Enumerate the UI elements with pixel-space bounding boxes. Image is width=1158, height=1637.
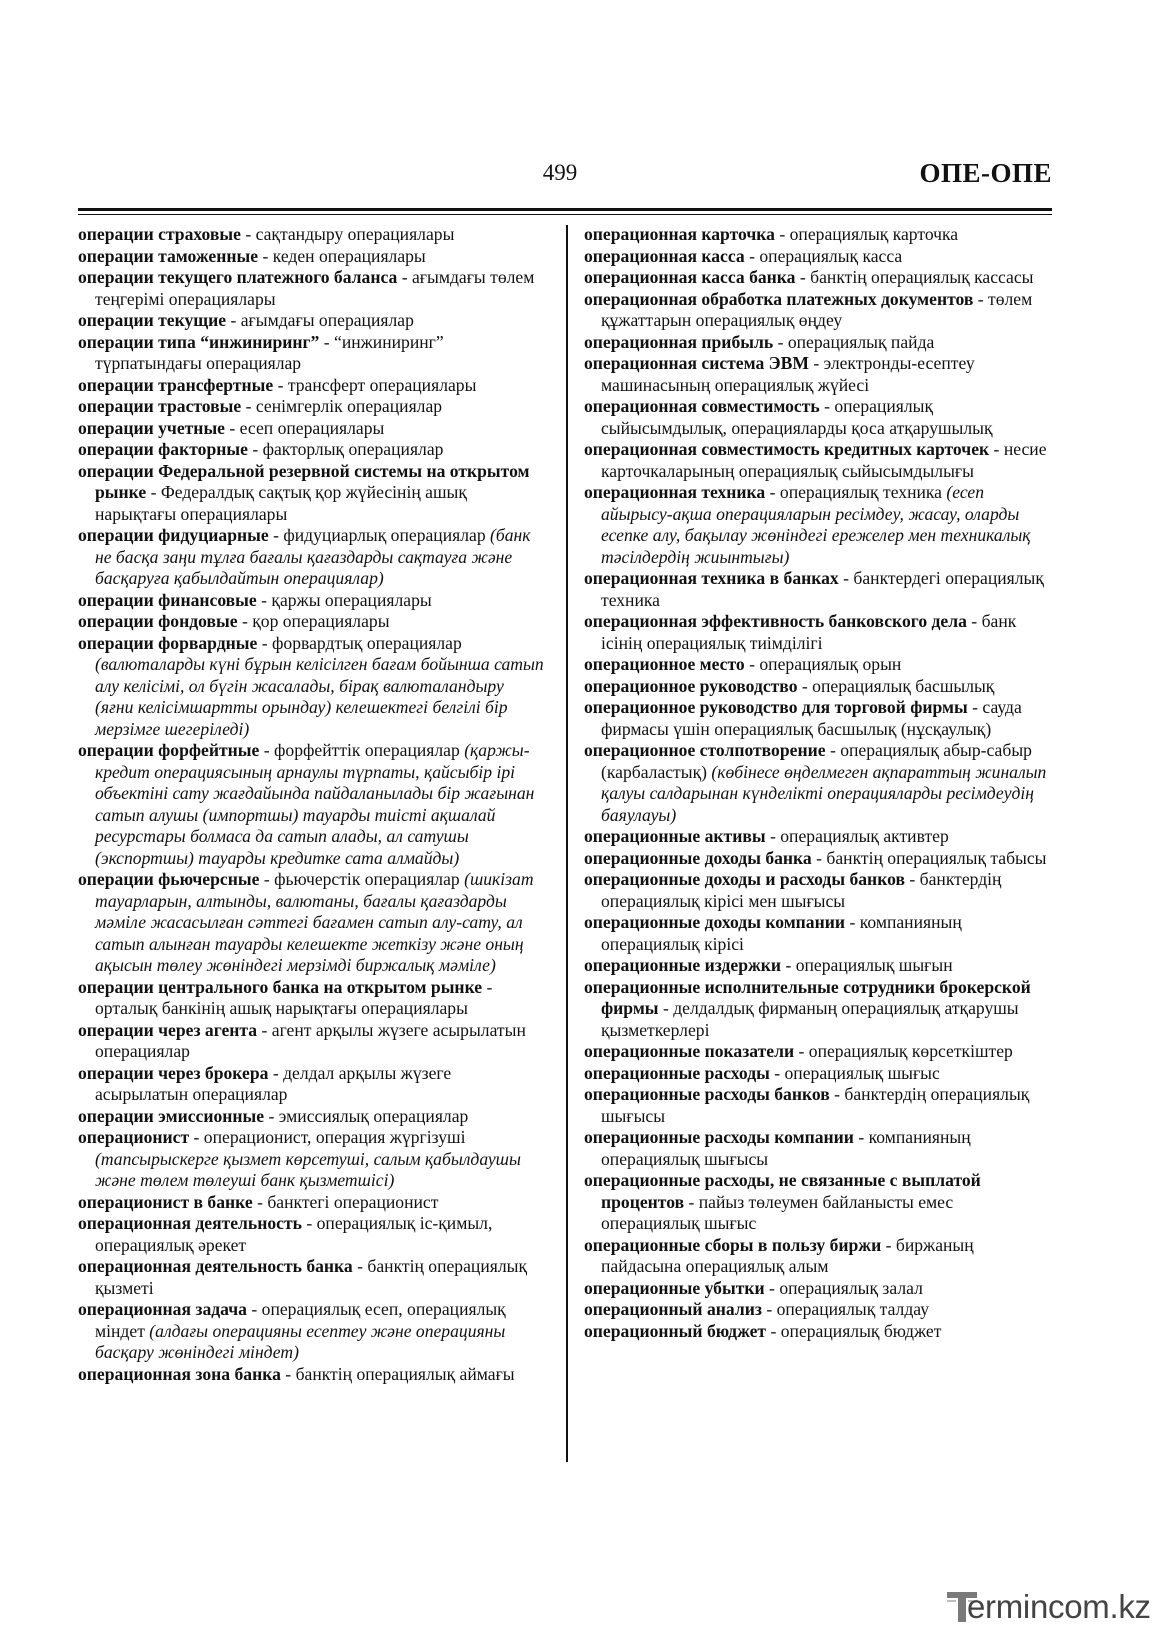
dictionary-entry	[78, 396, 546, 418]
dictionary-entry	[78, 461, 546, 526]
entry-term: операции факторные	[78, 439, 248, 459]
entry-separator: -	[401, 267, 408, 287]
dictionary-entry	[78, 977, 546, 1020]
entry-term: операции трастовые	[78, 396, 242, 416]
left-column	[78, 224, 546, 1385]
dictionary-entry	[584, 654, 1052, 676]
entry-term: операционное место	[584, 654, 745, 674]
entry-separator: -	[261, 589, 267, 610]
entry-separator: -	[662, 998, 669, 1018]
entry-translation: форфейттік операциялар	[274, 740, 460, 760]
entry-term: операционные расходы	[584, 1062, 770, 1083]
entry-translation: операциялық шығын	[795, 955, 953, 975]
entry-term: операционные убытки	[584, 1277, 765, 1298]
entry-term: операционные расходы компании	[584, 1127, 854, 1147]
entry-translation: банктің операциялық кассасы	[810, 267, 1034, 287]
dictionary-entry	[584, 1084, 1052, 1127]
entry-term: операционная карточка	[584, 224, 775, 244]
entry-translation: банк ісінің операциялық тиімділігі	[601, 611, 1017, 653]
entry-term: операции учетные	[78, 417, 225, 438]
entry-separator: -	[785, 955, 792, 975]
entry-separator: -	[972, 697, 979, 717]
entry-term: операционная техника	[584, 482, 766, 502]
entry-separator: -	[262, 245, 269, 266]
entry-term: операции через агента	[78, 1019, 258, 1040]
entry-term: операции текущего платежного баланса	[78, 267, 398, 287]
entry-explanation: (көбінесе өңделмеген ақпараттың жиналып қалуы салдарынан күнделікті операцияларды ресімдеудің баяулауы)	[601, 761, 1047, 825]
entry-term: операционная техника в банках	[584, 568, 839, 588]
entry-translation: делдал арқылы жүзеге асырылатын операциялар	[95, 1062, 452, 1104]
entry-translation: агент арқылы жүзеге асырылатын операциялар	[95, 1019, 526, 1061]
entry-translation: операциялық пайда	[787, 331, 935, 352]
entry-term: операционная касса банка	[584, 267, 796, 287]
entry-separator: -	[749, 245, 755, 266]
dictionary-entry	[584, 439, 1052, 482]
entry-separator: -	[813, 353, 820, 373]
entry-term: операционные активы	[584, 826, 766, 846]
entry-separator: -	[834, 1084, 840, 1104]
entry-separator: -	[251, 1299, 258, 1319]
entry-separator: -	[779, 224, 786, 244]
entry-separator: -	[193, 1127, 200, 1147]
entry-translation: банктердің операциялық шығысы	[601, 1084, 1030, 1126]
entry-separator: -	[843, 568, 849, 588]
header-rule-thin	[78, 214, 1052, 215]
entry-separator: -	[245, 396, 252, 416]
dictionary-entry	[584, 332, 1052, 354]
dictionary-entry	[78, 224, 546, 246]
entry-separator: -	[769, 1277, 775, 1298]
entry-separator: -	[971, 611, 978, 631]
entry-translation: фьючерстік операциялар	[274, 869, 460, 889]
dictionary-entry	[584, 246, 1052, 268]
dictionary-entry	[78, 1192, 546, 1214]
dictionary-entry	[584, 1235, 1052, 1278]
entry-translation: операциялық орын	[759, 654, 902, 674]
dictionary-entry	[584, 224, 1052, 246]
entry-translation: банктің операциялық аймағы	[295, 1363, 515, 1384]
entry-separator: -	[801, 675, 808, 696]
entry-term: операции трансфертные	[78, 374, 274, 395]
header-rule-thick	[78, 208, 1052, 211]
entry-separator: -	[261, 1019, 268, 1040]
entry-separator: -	[245, 224, 252, 244]
entry-term: операции Федеральной резервной системы на открытом рынке	[78, 460, 530, 502]
dictionary-entry	[584, 353, 1052, 396]
dictionary-entry	[584, 1321, 1052, 1343]
entry-term: операционная касса	[584, 245, 745, 266]
entry-translation: банктің операциялық табысы	[826, 847, 1047, 868]
dictionary-entry	[584, 697, 1052, 740]
entry-separator: -	[285, 1363, 292, 1384]
entry-translation: биржаның пайдасына операциялық алым	[601, 1234, 974, 1276]
entry-term: операционное руководство для торговой фирмы	[584, 697, 968, 717]
dictionary-entry	[78, 267, 546, 310]
entry-term: операции текущие	[78, 310, 227, 330]
entry-translation: операциялық касса	[759, 245, 903, 266]
dictionary-entry	[584, 826, 1052, 848]
entry-separator: -	[323, 331, 330, 352]
entry-term: операции форфейтные	[78, 740, 260, 760]
entry-separator: -	[486, 976, 493, 997]
entry-term: операционный анализ	[584, 1299, 762, 1319]
entry-term: операционная задача	[78, 1299, 247, 1319]
entry-translation: қаржы операциялары	[271, 589, 432, 610]
entry-separator: -	[688, 1191, 695, 1212]
dictionary-entry	[78, 1063, 546, 1106]
entry-term: операционные издержки	[584, 955, 782, 975]
entry-separator: -	[261, 632, 268, 653]
entry-translation: сақтандыру операциялары	[255, 224, 455, 244]
entry-separator: -	[769, 482, 776, 502]
dictionary-entry	[584, 289, 1052, 332]
dictionary-entry	[78, 246, 546, 268]
entry-term: операционная обработка платежных документов	[584, 288, 974, 309]
entry-term: операционный бюджет	[584, 1320, 767, 1341]
entry-term: операционная совместимость кредитных карточек	[584, 439, 990, 459]
dictionary-entry	[78, 418, 546, 440]
entry-term: операционная система ЭВМ	[584, 353, 809, 373]
watermark-text: ermincom.kz	[967, 1588, 1151, 1625]
dictionary-entry	[584, 1299, 1052, 1321]
entry-translation: операциялық залал	[779, 1277, 923, 1298]
entry-translation: “инжиниринг” түрпатындағы операциялар	[95, 331, 444, 373]
entry-translation: фидуциарлық операциялар	[283, 525, 486, 545]
entry-translation: ағымдағы операциялар	[240, 310, 414, 330]
dictionary-entry	[78, 525, 546, 590]
entry-separator: -	[909, 869, 916, 889]
dictionary-entry	[78, 439, 546, 461]
page-header-range: ОПЕ-ОПЕ	[919, 158, 1052, 188]
entry-translation: факторлық операциялар	[262, 439, 444, 459]
dictionary-entry	[584, 955, 1052, 977]
entry-translation: қор операциялары	[252, 611, 390, 631]
entry-term: операционные сборы в пользу биржи	[584, 1234, 882, 1255]
entry-translation: банктердің операциялық кірісі мен шығысы	[601, 869, 1002, 911]
entry-separator: -	[849, 912, 856, 932]
entry-translation: операциялық басшылық	[812, 675, 995, 696]
entry-separator: -	[774, 1062, 781, 1083]
entry-translation: операциялық іс-қимыл, операциялық әрекет	[95, 1213, 493, 1255]
entry-translation: операциялық карточка	[789, 224, 959, 244]
entry-explanation: (тапсырыскерге қызмет көрсетуші, салым қабылдаушы және төлем төлеуші банк қызметшісі)	[95, 1148, 521, 1190]
entry-term: операционное руководство	[584, 675, 798, 696]
entry-term: операции фондовые	[78, 611, 238, 631]
dictionary-entry	[78, 1213, 546, 1256]
entry-separator: -	[766, 1299, 773, 1319]
entry-explanation: (банк не басқа заңи тұлға бағалы қағаздарды сақтауға және басқаруға қабылдайтын операциялар)	[95, 525, 531, 588]
entry-translation: Федералдық сақтық қор жүйесінің ашық нарықтағы операциялары	[95, 482, 467, 524]
dictionary-entry	[78, 310, 546, 332]
entry-term: операции фидуциарные	[78, 525, 269, 545]
dictionary-entry	[78, 611, 546, 633]
entry-translation: компанияның операциялық кірісі	[601, 912, 962, 954]
entry-term: операции через брокера	[78, 1062, 269, 1083]
entry-term: операционная совместимость	[584, 396, 820, 416]
entry-translation: сауда фирмасы үшін операциялық басшылық (нұсқаулық)	[601, 697, 1022, 739]
entry-translation: сенімгерлік операциялар	[255, 396, 443, 416]
entry-term: операции центрального банка на открытом рынке	[78, 976, 483, 997]
dictionary-entry	[584, 1041, 1052, 1063]
entry-separator: -	[273, 525, 279, 545]
entry-term: операционные показатели	[584, 1041, 795, 1061]
dictionary-entry	[78, 590, 546, 612]
entry-translation: операциялық бюджет	[780, 1320, 942, 1341]
entry-separator: -	[357, 1256, 363, 1276]
entry-separator: -	[977, 288, 984, 309]
dictionary-entry	[78, 1020, 546, 1063]
entry-term: операционная зона банка	[78, 1363, 281, 1384]
entry-separator: -	[749, 654, 755, 674]
entry-term: операционист	[78, 1127, 190, 1147]
entry-separator: -	[241, 611, 248, 631]
entry-term: операционная деятельность	[78, 1213, 302, 1233]
terminkom-logo	[945, 1585, 1151, 1629]
entry-term: операционные исполнительные сотрудники брокерской фирмы	[584, 976, 1031, 1018]
page-number: 499	[542, 160, 578, 185]
dictionary-entry	[584, 869, 1052, 912]
entry-explanation: (есеп айырысу-ақша операцияларын ресімдеу, жасау, оларды есепке алу, бақылау жөніндегі ережелер мен техникалық тәсілдердің жиынтығы)	[601, 482, 1031, 567]
entry-separator: -	[798, 1041, 805, 1061]
entry-term: операционные доходы и расходы банков	[584, 869, 905, 889]
dictionary-entry	[584, 482, 1052, 568]
entry-term: операционная эффективность банковского дела	[584, 611, 967, 631]
entry-translation: ағымдағы төлем теңгерімі операциялары	[95, 267, 535, 309]
entry-separator: -	[306, 1213, 313, 1233]
dictionary-entry	[584, 1278, 1052, 1300]
entry-term: операции форвардные	[78, 632, 258, 653]
entry-separator: -	[268, 1105, 275, 1126]
dictionary-entry	[78, 1364, 546, 1386]
entry-separator: -	[770, 1320, 777, 1341]
entry-translation: операциялық көрсеткіштер	[808, 1041, 1013, 1061]
entry-translation: эмиссиялық операциялар	[278, 1105, 469, 1126]
entry-translation: электронды-есептеу машинасының операциялық жүйесі	[601, 353, 975, 395]
entry-translation: форвардтық операциялар	[272, 632, 462, 653]
entry-separator: -	[799, 267, 806, 287]
entry-translation: делдалдық фирманың операциялық атқарушы қызметкерлері	[601, 998, 1019, 1040]
entry-translation: банктің операциялық қызметі	[95, 1256, 527, 1298]
dictionary-entry	[584, 912, 1052, 955]
dictionary-entry	[78, 1256, 546, 1299]
entry-translation: операциялық абыр-сабыр (карбаластық)	[601, 740, 1032, 782]
entry-separator: -	[816, 847, 822, 868]
entry-separator: -	[829, 740, 836, 760]
entry-translation: операциялық техника	[779, 482, 942, 502]
dictionary-entry	[584, 977, 1052, 1042]
dictionary-entry	[78, 740, 546, 869]
entry-term: операционные доходы банка	[584, 847, 812, 868]
entry-separator: -	[257, 1191, 263, 1212]
dictionary-entry	[584, 568, 1052, 611]
entry-term: операции эмиссионные	[78, 1105, 265, 1126]
dictionary-entry	[78, 1127, 546, 1192]
entry-translation: операциялық талдау	[776, 1299, 929, 1319]
dictionary-entry	[584, 267, 1052, 289]
entry-explanation: (валюталарды күні бұрын келісілген бағам бойынша сатып алу келісімі, ол бүгін жасалады, бірақ валюталандыру (яғни келісімшартты орындау) келешектегі белгілі бір мерзімге шегеріледі)	[95, 654, 544, 739]
entry-separator: -	[824, 396, 830, 416]
entry-term: операции страховые	[78, 224, 241, 244]
entry-term: операционное столпотворение	[584, 740, 826, 760]
entry-translation: компанияның операциялық шығысы	[601, 1127, 971, 1169]
right-column	[584, 224, 1052, 1342]
entry-explanation: (шикізат тауарларын, алтынды, валютаны, бағалы қағаздарды мәміле жасасылған сәттегі бағамен сатып алу-сату, ал сатып алынған тауарды келешекте жеткізу және оның ақысын төлеу жөніндегі мерзімді биржалық мәміле)	[95, 869, 534, 975]
entry-term: операционная прибыль	[584, 331, 774, 352]
column-divider	[566, 225, 568, 1462]
entry-separator: -	[263, 740, 270, 760]
entry-translation: банктердегі операциялық техника	[601, 568, 1044, 610]
entry-translation: трансферт операциялары	[287, 374, 477, 395]
entry-separator: -	[993, 439, 1000, 459]
entry-separator: -	[230, 310, 237, 330]
dictionary-entry	[78, 1106, 546, 1128]
entry-translation: банктегі операционист	[267, 1191, 439, 1212]
entry-separator: -	[277, 374, 284, 395]
dictionary-entry	[584, 611, 1052, 654]
entry-translation: несие карточкаларының операциялық сыйысымдылығы	[601, 439, 1047, 481]
entry-separator: -	[769, 826, 776, 846]
entry-translation: операциялық шығыс	[784, 1062, 940, 1083]
entry-separator: -	[229, 417, 236, 438]
entry-separator: -	[885, 1234, 892, 1255]
dictionary-entry	[584, 1127, 1052, 1170]
entry-term: операции типа “инжиниринг”	[78, 331, 320, 352]
entry-explanation: (алдағы операцияны есептеу және операцияны басқару жөніндегі міндет)	[95, 1320, 506, 1362]
entry-translation: операциялық сыйысымдылық, операцияларды қоса атқарушылық	[601, 396, 993, 438]
entry-term: операции финансовые	[78, 589, 257, 610]
dictionary-entry	[584, 1063, 1052, 1085]
dictionary-entry	[584, 676, 1052, 698]
entry-separator: -	[252, 439, 259, 459]
dictionary-entry	[78, 375, 546, 397]
entry-term: операционные расходы банков	[584, 1084, 830, 1104]
entry-separator: -	[263, 869, 270, 889]
entry-separator: -	[858, 1127, 865, 1147]
dictionary-entry	[78, 1299, 546, 1364]
entry-translation: кеден операциялары	[272, 245, 426, 266]
entry-term: операционные расходы, не связанные с выплатой процентов	[584, 1170, 981, 1212]
dictionary-entry	[584, 740, 1052, 826]
entry-translation: орталық банкінің ашық нарықтағы операциялары	[95, 998, 468, 1018]
entry-term: операционная деятельность банка	[78, 1256, 353, 1276]
entry-translation: операциялық активтер	[780, 826, 949, 846]
dictionary-entry	[78, 869, 546, 977]
dictionary-entry	[584, 396, 1052, 439]
dictionary-entry	[584, 1170, 1052, 1235]
entry-explanation: (қаржы-кредит операциясының арнаулы түрпаты, қайсыбір ірі объектіні сату жағдайында пайдаланылады бір жағынан сатып алушы (импортшы) тауарды тиісті ақшалай ресурстары болмаса да сатып алады, ал сатушы (экспортшы) тауарды кредитке сата алмайды)	[95, 740, 535, 868]
entry-translation: пайыз төлеумен байланысты емес операциялық шығыс	[601, 1191, 954, 1233]
entry-translation: есеп операциялары	[239, 417, 385, 438]
entry-translation: төлем құжаттарын операциялық өңдеу	[601, 288, 1033, 330]
dictionary-entry	[78, 332, 546, 375]
entry-separator: -	[272, 1062, 279, 1083]
dictionary-entry	[584, 848, 1052, 870]
entry-translation: операционист, операция жүргізуші	[203, 1127, 466, 1147]
entry-term: операции фьючерсные	[78, 869, 260, 889]
entry-separator: -	[777, 331, 784, 352]
entry-separator: -	[150, 482, 157, 502]
entry-term: операционные доходы компании	[584, 912, 846, 932]
dictionary-entry	[78, 633, 546, 741]
entry-translation: операциялық есеп, операциялық міндет	[95, 1299, 506, 1341]
entry-term: операции таможенные	[78, 245, 259, 266]
entry-term: операционист в банке	[78, 1191, 253, 1212]
